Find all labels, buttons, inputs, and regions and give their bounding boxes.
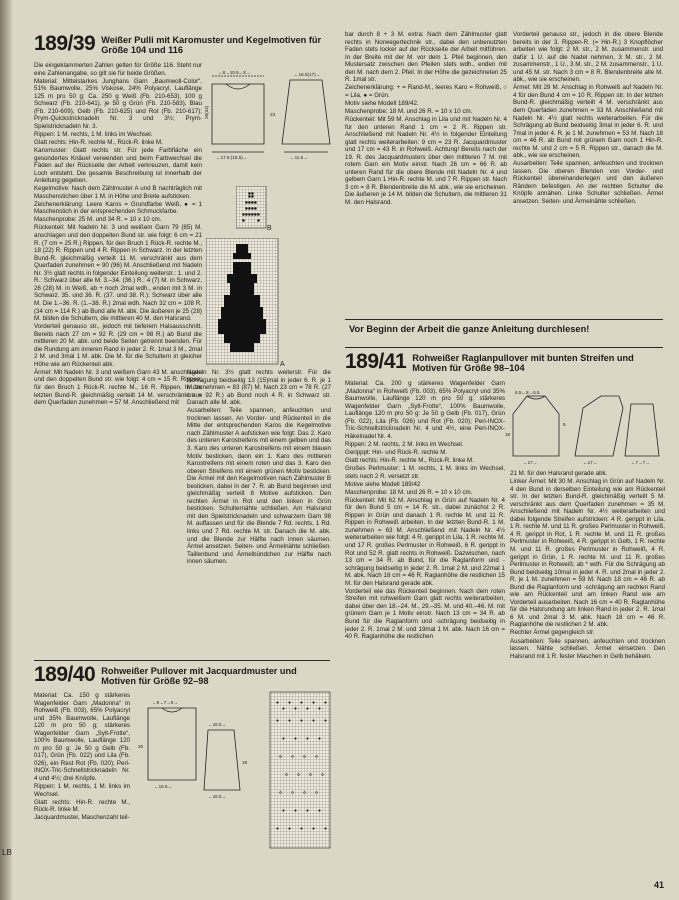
pattern-number: 189/39: [34, 32, 96, 55]
size-schematic-189-40: [134, 694, 266, 804]
instructions-189-41-col1: [345, 380, 505, 878]
page-binding-shadow: [0, 0, 12, 900]
svg-text:←7→7→: ←7→7→: [631, 460, 650, 465]
material-paragraph: Material: Ca. 150 g stärkeres Wagenfelder Garn „Madonna“ in Rohweiß (Fb. 003), 65% Polyacryl und 35% Baumwolle, Lauflänge 120 m pro 50 g; stärkeres Wagenfelder Garn „Sylt-Frotte“, 100% Baumwolle, Lauflänge 120 m pro 50 g: Je 50 g Gelb (Fb. 017), Grün (Fb. 022) und Lila (Fb. 026), ein Rest Rot (Fb. 020); Perl-INOX-Tric-Schnellstricknadeln Nr. 4 und 4½; drei Knöpfe.: [34, 692, 130, 783]
rueckenteil-paragraph: Rückenteil: Mit 62 M. Anschlag in Grün auf Nadeln Nr. 4 für den Bund 5 cm = 14 R. str., dabei zunächst 2 R. Rippen in Grün und danach 1 R. rechte M. und 11 R. Rippen in Rohweiß arbeiten. In der letzten Bund-R. 1 M. zunehmen = 63 M. Anschließend mit Nadeln Nr. 4½ weiterarbeiten wie folgt: 4 R. gerippt in Lila, 1 R. rechte M. und 17 R. großes Perlmuster in Rohweiß, 6 R. gerippt in Rot und 52 R. glatt rechts in Rohweiß. Dazwischen, nach 13 cm = 34 R. ab Bund, für die Raglanform und -schrägung beidseitig in jeder 2. R. 1mal 2 M. und 22mal 1 M. abk. Nach 18 cm = 46 R. Raglanhöhe die restlichen 15 M. für den Halsrand gerade abk.: [345, 496, 505, 587]
glatt-rechts-paragraph: Glatt rechts: Hin-R. rechte M., Rück-R. linke M.: [34, 798, 130, 814]
svg-text:←16.5(17)→: ←16.5(17)→: [294, 72, 321, 77]
glatt-rechts-paragraph: Glatt rechts: Hin-R. rechte M., Rück-R. linke M.: [34, 138, 163, 146]
svg-text:←17→: ←17→: [523, 460, 538, 465]
svg-text:←17.5 (18.5)→: ←17.5 (18.5)→: [216, 155, 248, 160]
zeichenerklaerung-paragraph: Zeichenerklärung: Leere Karos = Grundfarbe Weiß, ● = 1 Maschenstich in der entsprechenden Schmuckfarbe.: [34, 200, 202, 216]
perlmuster-paragraph: Großes Perlmuster: 1 M. rechts, 1 M. links im Wechsel, stets nach 2 R. versetzt str.: [345, 465, 505, 480]
pattern-title: Rohweißer Pullover mit Jacquardmuster und Motiven für Größe 92–98: [101, 666, 297, 686]
pattern-189-41-header: [345, 351, 665, 373]
rechter-aermel-paragraph: Rechter Ärmel gegengleich str.: [510, 629, 595, 637]
instructions-189-40-col3: [513, 31, 663, 317]
svg-text:23: 23: [270, 112, 276, 117]
rueckenteil-paragraph: Rückenteil: Mit 59 M. Anschlag in Lila und mit Nadeln Nr. 4 für den unteren Rand 1 cm = 2 R. Rippen str. Anschließend mit Nadeln Nr. 4½ in folgender Einteilung glatt rechts weiterarbeiten: 9 cm = 23 R. Jacquardmuster und 17 cm = 43 R. in Rohweiß. Achtung! Bereits nach der 19. R. des Jacquardmusters über den mittleren 7 M. mit rotem Garn ein Motiv einstr. Nach 26 cm = 66 R. ab unteren Rand für die obere Blende mit Nadeln Nr. 4 und gelbem Garn 1 Hin-R. rechte M. und 7 R. Rippen str. Nach 3 cm = 8 R. Blendenbreite die M. abk., wie sie erscheinen. Die äußeren je 14 M. bilden die Schultern, die mittleren 31 M. den Halsrand.: [345, 116, 507, 207]
svg-text:A: A: [280, 361, 285, 368]
pattern-number: 189/41: [345, 350, 407, 373]
svg-text:B: B: [267, 225, 272, 232]
ausarbeiten-paragraph: Ausarbeiten: Teile spannen, anfeuchten und trocknen lassen. Die oberen Blenden von Vorder- und Rückenteil übereinanderlegen und den äußeren Rändern befestigen. An der rechten Schulter die Knöpfe annähen. Linke Schulter schließen. Ärmel ansetzen. Seiten- und Ärmelnähte schließen.: [513, 160, 663, 206]
svg-text:←16.5→: ←16.5→: [208, 722, 227, 727]
pattern-189-40-header: [34, 664, 334, 686]
vorderteil-paragraph: Vorderteil wie das Rückenteil beginnen. Nach dem roten Streifen mit rohweißem Garn glatt rechts weiterarbeiten, dabei über den 18.–24. M., 29.–35. M. und 40.–46. M. mit grünem Garn je 1 Motiv einstr. Nach 13 cm = 34 R. ab Bund für die Raglanform und -schrägung beidseitig in jeder 2. R. 1mal 2 M. und 19mal 1 M. abk. Nach 16 cm = 40 R. Raglanhöhe die restlichen: [345, 587, 505, 641]
halsrand-paragraph: 21 M. für den Halsrand gerade abk.: [510, 470, 608, 477]
svg-text:←17→: ←17→: [583, 460, 598, 465]
side-label: LB: [2, 848, 12, 857]
continuation-paragraph: Nadeln Nr. 3½ glatt rechts weiterstr. Für die Schrägung beidseitig 13 (15)mal in jeder 6. R. je 1 M. zunehmen = 83 (87) M. Nach 23 cm = 78 R. (27 cm = 92 R.) ab Bund noch 4 R. in Schwarz str. Danach alle M. abk.: [187, 369, 331, 407]
banner-rule-top: [345, 319, 663, 320]
jacquard-chart-189-40: [268, 690, 334, 858]
motive-paragraph: Motive siehe Modell 189/42: [345, 480, 421, 488]
svg-text:←16.5→: ←16.5→: [208, 794, 227, 799]
vorderteil-paragraph: Vorderteil genauso str., jedoch mit tieferem Halsausschnitt. Bereits nach 27 cm = 92 R. (29 cm = 98 R.) ab Bund die mittleren 20 M. abk. und beide Seiten getrennt beenden. Für die Rundung am inneren Rand in jeder 2. R. 1mal 3 M., 2mal 2 M. und 3mal 1 M. abk. Die M. für die Schultern in gleicher Höhe wie am Rückenteil abk.: [34, 323, 202, 368]
instructions-189-40-col1: [34, 692, 130, 878]
intro-paragraph: Die eingeklammerten Zahlen gelten für Größe 116. Steht nur eine Zahlenangabe, so gilt sie für beide Größen.: [34, 62, 202, 77]
instructions-189-39-col1: [34, 62, 202, 664]
instructions-189-40-col2: [345, 31, 507, 317]
rueckenteil-paragraph: Rückenteil: Mit Nadeln Nr. 3 und weißem Garn 79 (85) M. anschlagen und den doppelten Bund str. wie folgt: 6 cm = 21 R. (7 cm = 25 R.) Rippen, für den Bruch 1 Rück-R. rechte M., 18 (22) R. Rippen und 4 R. Rippen in Schwarz. In der letzten Bund-R. gleichmäßig verteilt 11 M. verschränkt aus dem Querfaden zunehmen = 90 (96) M. Anschließend mit Nadeln Nr. 3½ glatt rechts in folgender Einteilung weiterstr.: 1. und 2. R.: Schwarz über alle M. 3.–34. (36.) R.: 4 (7) M. in Schwarz, 26 (28) M. in Weiß, ab + noch 2mal wdh., enden mit 3 M. in Schwarz. 35. und 36. R. (37. und 38. R.): Schwarz über alle M. Die 1.–36. R. (1.–38. R.) 2mal wdh. Nach 32 cm = 108 R. (34 cm = 114 R.) ab Bund alle M. abk. Die äußeren je 25 (28) M. bilden die Schultern, die mittleren 40 M. den Halsrand.: [34, 224, 202, 323]
rippen-paragraph: Rippen: 1 M. rechts, 1 M. links im Wechsel.: [34, 130, 153, 138]
svg-text:←16.5→: ←16.5→: [154, 784, 173, 789]
banner-rule-bottom: [345, 347, 663, 348]
instructions-189-39-col2: [187, 369, 331, 655]
kegelmotive-paragraph: Kegelmotive: Nach dem Zählmuster A und B nachträglich mit Maschenstichen über 1 M. in Höhe und Breite aufsticken.: [34, 185, 202, 200]
pattern-number: 189/40: [34, 663, 96, 686]
material-paragraph: Material: Mittelstarkes Junghans Garn „Baumwoll-Color“, 51% Baumwolle, 25% Viskose, 24% Polyacryl, Lauflänge 125 m pro 50 g: Ca. 250 g Weiß (Fb. 210-653), 100 g Schwarz (Fb. 210-641), je 50 g Grün (Fb. 210-583), Blau (Fb. 210-609), Gelb (Fb. 210-625) und Rot (Fb. 210-617); Prym-Quickstricknadeln Nr. 3 und 3½; Prym-Spielstricknadeln Nr. 3.: [34, 77, 202, 130]
rippen-paragraph: Rippen: 1 M. rechts, 1 M. links im Wechsel.: [34, 783, 130, 798]
size-schematic-189-41: [505, 386, 665, 470]
material-paragraph: Material: Ca. 200 g stärkeres Wagenfelder Garn „Madonna“ in Rohweiß (Fb. 003), 65% Polyacryl und 35% Baumwolle, Lauflänge 120 m pro 50 g; stärkeres Wagenfelder Garn „Sylt-Frotte“, 100% Baumwolle, Lauflänge 120 m pro 50 g: Je 50 g Gelb (Fb. 017), Grün (Fb. 022), Lila (Fb. 026) und Rot (Fb. 020); Perl-INOX-Tric-Schnellstricknadeln Nr. 4 und 4½, eine Perl-INOX-Häkelnadel Nr. 4.: [345, 380, 505, 440]
section-rule: [34, 660, 330, 661]
svg-text:26(34): 26(34): [204, 105, 209, 119]
counting-chart-a: [206, 238, 288, 368]
svg-text:←9→7→9→: ←9→7→9→: [152, 700, 179, 705]
jacquard-paragraph: Jacquardmuster, Maschenzahl teil-: [34, 814, 130, 822]
karomuster-paragraph: Karomuster: Glatt rechts str. Für jede Farbfläche ein gesondertes Knäuel verwenden und beim Farbwechsel die Fäden auf der Rückseite der Arbeit verkreuzen, damit kein Loch entsteht. Die gesamte Beschreibung ist innerhalb der Anleitung gegeben.: [34, 147, 202, 185]
gerippt-paragraph: Geripppt: Hin- und Rück-R. rechte M.: [345, 448, 448, 456]
maschenprobe-paragraph: Maschenprobe: 25 M. und 34 R. = 10 x 10 cm.: [34, 216, 162, 224]
aermel-paragraph: Ärmel: Mit 29 M. Anschlag in Rohweiß auf Nadeln Nr. 4 für den Bund 4 cm = 10 R. Rippen str. In der letzten Bund-R. gleichmäßig verteilt 4 M. verschränkt aus dem Querfaden zunehmen = 33 M. Anschließend mit Nadeln Nr. 4½ glatt rechts weiterarbeiten. Für die Schrägung ab Bund beidseitig 3mal in jeder 6. R. und 7mal in jeder 4. R. je 1 M. zunehmen = 53 M. Nach 18 cm = 46 R. ab Bund mit grünem Garn noch 1 Hin-R. rechte M. und 2 cm = 5 R. Rippen str., danach die M. abk., wie sie erscheinen.: [513, 84, 663, 160]
svg-text:5: 5: [563, 422, 566, 427]
pattern-189-39-header: [34, 33, 364, 55]
maschenprobe-paragraph: Maschenprobe: 18 M. und 26 R. = 10 x 10 cm.: [345, 488, 473, 496]
aermel-paragraph: Ärmel: Mit Nadeln Nr. 3 und weißem Garn 43 M. anschlagen und den doppelten Bund str. wie folgt: 4 cm = 15 R. Rippen, für den Bruch 1 Rück-R. rechte M., 16 R. Rippen. In der letzten Bund-R. gleichmäßig verteilt 14 M. verschränkt aus dem Querfaden zunehmen = 57 M. Anschließend mit: [34, 368, 202, 407]
linker-aermel-paragraph: Linker Ärmel: Mit 30 M. Anschlag in Grün auf Nadeln Nr. 4 den Bund in derselben Einteilung wie am Rückenteil str. In der letzten Bund-R. gleichmäßig verteilt 5 M. verschränkt aus dem Querfaden zunehmen = 35 M. Anschließend mit Nadeln Nr. 4½ weiterarbeiten und dabei folgende Streifen aufstricken: 4 R. gerippt in Lila, 1 R. rechte M. und 11 R. großes Perlmuster in Rohweiß, 4 R. gerippt in Rot, 1 R. rechte M. und 11 R. großes Perlmuster in Rohweiß, 4 R. gerippt in Gelb, 1 R. rechte M. und 11 R. großes Perlmuster in Rohweiß, 4 R. gerippt in Grün, 1 R. rechte M. und 11 R. großes Perlmuster in Rohweiß; ab * wdh. Für die Schrägung ab Bund beidseitig 10mal in jeder 4. R. und 2mal in jeder 2. R. je 1 M. zunehmen = 59 M. Nach 18 cm = 46 R. ab Bund die Raglanform und -schrägung am rechten Rand wie am Rückenteil und am linken Rand wie am Vorderteil ausarbeiten. Nach 16 cm = 40 R. Raglanhöhe für die Halsrundung am linken Rand in jeder 2. R. 1mal 6 M. und 2mal 3 M. abk. Nach 18 cm = 46 R. Raglanhöhe die restlichen 2 M. abk.: [510, 478, 665, 629]
zeichenerklaerung-paragraph: Zeichenerklärung: + = Rand-M., leeres Karo = Rohweiß, ○ = Lila, ● = Grün.: [345, 84, 507, 99]
svg-text:←8→10.5←8→: ←8→10.5←8→: [218, 70, 251, 75]
pattern-title: Rohweißer Raglanpullover mit bunten Streifen und Motiven für Größe 98–104: [412, 353, 634, 373]
rippen-paragraph: Rippen: 2 M. rechts, 2 M. links im Wechsel.: [345, 440, 464, 448]
page-number: 41: [654, 880, 665, 890]
motiv-paragraph: Motiv siehe Modell 189/42.: [345, 99, 419, 107]
ausarbeiten-paragraph: Ausarbeiten: Teile spannen, anfeuchten und trocknen lassen. Nähte schließen. Ärmel einsetzen. Den Halsrand mit 1 R. fester Maschen in Gelb behäkeln.: [510, 637, 665, 660]
svg-text:←11.5→: ←11.5→: [290, 155, 308, 160]
instructions-189-41-col2: [510, 470, 665, 878]
pattern-title: Weißer Pulli mit Karomuster und Kegelmotiven für Größe 104 und 116: [101, 35, 322, 55]
size-schematic-189-39: [204, 64, 344, 164]
maschenprobe-paragraph: Maschenprobe: 18 M. und 26 R. = 10 x 10 cm.: [345, 107, 473, 115]
jacquard-continuation: bar durch 8 + 3 M. extra: Nach dem Zählmuster glatt rechts in Norwegertechnik str., dabei den unbenutzten Faden stets locker auf der Rückseite der Arbeit mitführen. In der Breite mit der M. vor dem 1. Pfeil beginnen, den Mustersatz zwischen den Pfeilen stets wdh., enden mit den M. nach dem 2. Pfeil. In der Höhe die gezeichneten 25 R. 1mal str.: [345, 31, 507, 84]
svg-text:6.5←8→6.5: 6.5←8→6.5: [515, 390, 540, 395]
vorderteil-paragraph: Vorderteil genauso str., jedoch in die obere Blende bereits in der 3. Rippen-R. (= Hin-R.) 3 Knopflöcher arbeiten wie folgt: 2 M. str., 2 M. zusammenstr. und dafür 1 U. auf die Nadel nehmen, 3 M. str., 2 M. zusammenstr., 1 U., 3 M. str., 2 M. zusammenstr., 1 U. und 45 M. str. Nach 3 cm = 8 R. Blendenbreite alle M. abk., wie sie erscheinen.: [513, 31, 663, 84]
counting-chart-b: [236, 186, 272, 232]
svg-text:18: 18: [505, 432, 511, 437]
read-first-banner: Vor Beginn der Arbeit die ganze Anleitung durchlesen!: [349, 324, 590, 334]
ausarbeiten-paragraph: Ausarbeiten: Teile spannen, anfeuchten und trocknen lassen. An Vorder- und Rückenteil in die Mitte der entsprechenden Karos die Kegelmotive nach Zählmuster A aufsticken wie folgt: Das 2. Karo des unteren Karostreifens mit einem gelben und das 3. Karo des unteren Karostreifens mit einem blauen Motiv besticken, dann ein 1. Karo des mittleren Karostreifens mit einem roten und das 3. Karo des oberen Streifens mit einem grünen Motiv besticken. Die Ärmel mit den Kegelmotiven nach Zählmuster B besticken, dabei in der 7. R. ab Bund beginnen und gleichmäßig verteilt 8 Motive aufsticken. Den rechten Ärmel in Rot und den linken in Grün besticken. Schulternähte schließen. Am Halsrand mit den Spielstricknadeln und schwarzem Garn 98 M. auffassen und für die Blende 7 Rd. rechts, 1 Rd. links und 7 Rd. rechte M. str. Danach die M. abk. und die Blende zur Hälfte nach innen säumen. Ärmel ansetzen. Seiten- und Ärmelnähte schließen. Taillenbund und Ärmelbündchen zur Hälfte nach innen säumen.: [187, 407, 331, 566]
svg-text:26: 26: [138, 744, 144, 749]
glatt-rechts-paragraph: Glatt rechts: Hin-R. rechte M., Rück-R. linke M.: [345, 456, 474, 464]
svg-text:18: 18: [242, 760, 248, 765]
